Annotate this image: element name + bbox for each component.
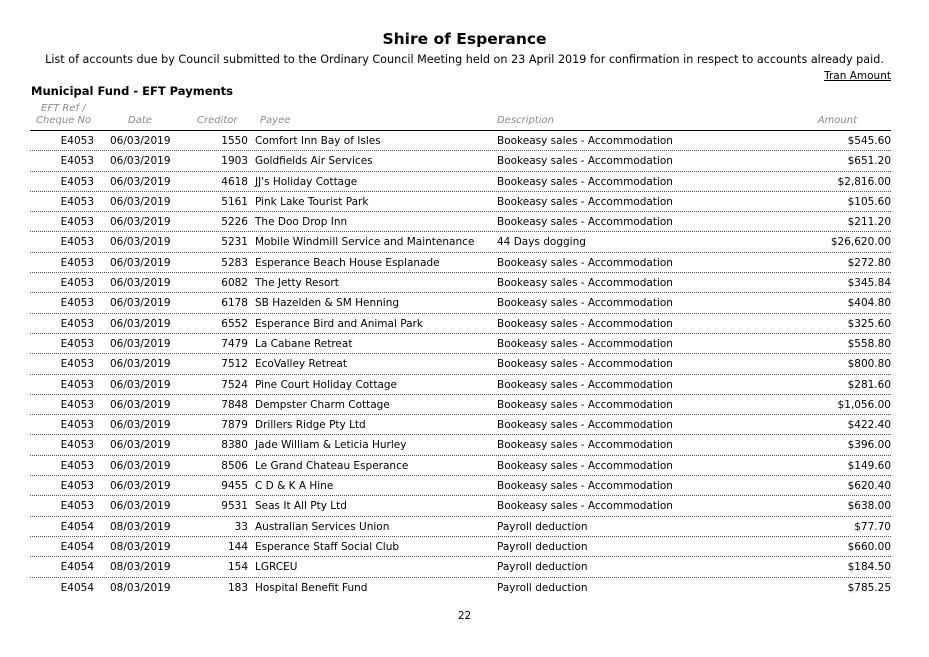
column-header-ref-line2: Cheque No bbox=[36, 115, 92, 126]
table-row bbox=[30, 314, 891, 334]
row-creditor: 5161 bbox=[221, 195, 248, 208]
row-date: 06/03/2019 bbox=[110, 216, 171, 229]
row-description: Bookeasy sales - Accommodation bbox=[497, 175, 673, 188]
table-row bbox=[30, 435, 891, 455]
payments-table bbox=[30, 131, 891, 597]
row-description: Payroll deduction bbox=[497, 561, 588, 574]
row-ref: E4053 bbox=[60, 297, 94, 310]
row-payee: Mobile Windmill Service and Maintenance bbox=[255, 236, 475, 249]
row-payee: Jade William & Leticia Hurley bbox=[255, 439, 407, 452]
row-payee: LGRCEU bbox=[255, 561, 298, 574]
row-description: Bookeasy sales - Accommodation bbox=[497, 256, 673, 269]
row-payee: Le Grand Chateau Esperance bbox=[255, 459, 409, 472]
row-ref: E4053 bbox=[60, 378, 94, 391]
row-description: Bookeasy sales - Accommodation bbox=[497, 337, 673, 350]
row-amount: $325.60 bbox=[847, 317, 891, 330]
row-amount: $422.40 bbox=[847, 419, 891, 432]
row-date: 06/03/2019 bbox=[110, 135, 171, 147]
row-creditor: 144 bbox=[227, 540, 248, 553]
row-ref: E4054 bbox=[60, 581, 94, 594]
row-date: 06/03/2019 bbox=[110, 459, 171, 472]
page-title: Shire of Esperance bbox=[382, 30, 547, 48]
table-row bbox=[30, 232, 891, 252]
row-payee: Esperance Staff Social Club bbox=[255, 540, 400, 553]
row-payee: Pine Court Holiday Cottage bbox=[255, 378, 398, 391]
row-ref: E4053 bbox=[60, 317, 94, 330]
row-amount: $345.84 bbox=[847, 277, 891, 290]
row-date: 06/03/2019 bbox=[110, 195, 171, 208]
row-description: Bookeasy sales - Accommodation bbox=[497, 439, 673, 452]
row-ref: E4053 bbox=[60, 439, 94, 452]
row-amount: $545.60 bbox=[847, 135, 891, 147]
row-amount: $77.70 bbox=[854, 520, 891, 533]
row-creditor: 154 bbox=[227, 561, 248, 574]
row-creditor: 7879 bbox=[221, 419, 248, 432]
table-row bbox=[30, 131, 891, 151]
table-row bbox=[30, 395, 891, 415]
row-creditor: 7479 bbox=[221, 337, 248, 350]
table-row bbox=[30, 496, 891, 516]
row-creditor: 7512 bbox=[221, 358, 248, 371]
row-date: 06/03/2019 bbox=[110, 175, 171, 188]
row-date: 06/03/2019 bbox=[110, 236, 171, 249]
row-date: 06/03/2019 bbox=[110, 277, 171, 290]
page-subtitle: List of accounts due by Council submitted to the Ordinary Council Meeting held on 23 April 2019 for confirmation in respect to accounts already paid. bbox=[45, 53, 884, 66]
table-row bbox=[30, 517, 891, 537]
row-ref: E4053 bbox=[60, 256, 94, 269]
table-row bbox=[30, 253, 891, 273]
page-number: 22 bbox=[457, 610, 472, 622]
row-payee: Comfort Inn Bay of Isles bbox=[255, 135, 381, 147]
row-description: Bookeasy sales - Accommodation bbox=[497, 398, 673, 411]
row-payee: Australian Services Union bbox=[255, 520, 390, 533]
row-payee: EcoValley Retreat bbox=[255, 358, 347, 371]
row-creditor: 5226 bbox=[221, 216, 248, 229]
row-amount: $558.80 bbox=[847, 337, 891, 350]
row-creditor: 8506 bbox=[221, 459, 248, 472]
column-header-creditor: Creditor bbox=[197, 115, 238, 126]
row-date: 06/03/2019 bbox=[110, 337, 171, 350]
row-amount: $26,620.00 bbox=[830, 236, 891, 249]
row-amount: $281.60 bbox=[847, 378, 891, 391]
row-amount: $272.80 bbox=[847, 256, 891, 269]
row-description: Bookeasy sales - Accommodation bbox=[497, 135, 673, 147]
row-description: Payroll deduction bbox=[497, 540, 588, 553]
row-description: Bookeasy sales - Accommodation bbox=[497, 419, 673, 432]
table-row bbox=[30, 557, 891, 577]
row-description: Bookeasy sales - Accommodation bbox=[497, 277, 673, 290]
row-amount: $2,816.00 bbox=[837, 175, 891, 188]
row-payee: Esperance Bird and Animal Park bbox=[255, 317, 423, 330]
row-description: Bookeasy sales - Accommodation bbox=[497, 480, 673, 493]
row-amount: $638.00 bbox=[847, 500, 891, 513]
row-ref: E4053 bbox=[60, 236, 94, 249]
row-creditor: 8380 bbox=[221, 439, 248, 452]
row-description: 44 Days dogging bbox=[497, 236, 586, 249]
row-payee: C D & K A Hine bbox=[255, 480, 334, 493]
row-payee: Esperance Beach House Esplanade bbox=[255, 256, 440, 269]
row-description: Bookeasy sales - Accommodation bbox=[497, 317, 673, 330]
table-row bbox=[30, 334, 891, 354]
table-row bbox=[30, 293, 891, 313]
row-ref: E4053 bbox=[60, 135, 94, 147]
row-date: 08/03/2019 bbox=[110, 520, 171, 533]
row-ref: E4053 bbox=[60, 216, 94, 229]
row-ref: E4053 bbox=[60, 419, 94, 432]
row-ref: E4053 bbox=[60, 358, 94, 371]
table-row bbox=[30, 354, 891, 374]
row-payee: Drillers Ridge Pty Ltd bbox=[255, 419, 366, 432]
tran-amount-label: Tran Amount bbox=[824, 70, 891, 82]
row-description: Bookeasy sales - Accommodation bbox=[497, 378, 673, 391]
column-header-ref-line1: EFT Ref / bbox=[41, 103, 86, 114]
row-payee: SB Hazelden & SM Henning bbox=[255, 297, 400, 310]
row-amount: $105.60 bbox=[847, 195, 891, 208]
row-creditor: 9531 bbox=[221, 500, 248, 513]
row-ref: E4054 bbox=[60, 561, 94, 574]
table-row bbox=[30, 476, 891, 496]
row-ref: E4053 bbox=[60, 500, 94, 513]
table-row bbox=[30, 375, 891, 395]
row-date: 08/03/2019 bbox=[110, 581, 171, 594]
row-ref: E4053 bbox=[60, 398, 94, 411]
row-ref: E4053 bbox=[60, 175, 94, 188]
row-amount: $620.40 bbox=[847, 480, 891, 493]
table-row bbox=[30, 415, 891, 435]
row-creditor: 7524 bbox=[221, 378, 248, 391]
row-date: 06/03/2019 bbox=[110, 398, 171, 411]
table-row bbox=[30, 192, 891, 212]
table-row bbox=[30, 578, 891, 597]
row-ref: E4054 bbox=[60, 540, 94, 553]
row-ref: E4053 bbox=[60, 155, 94, 168]
row-description: Bookeasy sales - Accommodation bbox=[497, 459, 673, 472]
row-amount: $404.80 bbox=[847, 297, 891, 310]
row-creditor: 5283 bbox=[221, 256, 248, 269]
row-amount: $785.25 bbox=[847, 581, 891, 594]
row-amount: $396.00 bbox=[847, 439, 891, 452]
table-row bbox=[30, 537, 891, 557]
row-creditor: 6178 bbox=[221, 297, 248, 310]
row-date: 06/03/2019 bbox=[110, 155, 171, 168]
row-creditor: 9455 bbox=[221, 480, 248, 493]
row-payee: Pink Lake Tourist Park bbox=[255, 195, 369, 208]
row-creditor: 33 bbox=[234, 520, 248, 533]
row-amount: $800.80 bbox=[847, 358, 891, 371]
row-date: 08/03/2019 bbox=[110, 561, 171, 574]
row-ref: E4053 bbox=[60, 337, 94, 350]
row-date: 06/03/2019 bbox=[110, 317, 171, 330]
column-header-payee: Payee bbox=[260, 115, 291, 126]
row-payee: JJ's Holiday Cottage bbox=[255, 175, 358, 188]
row-creditor: 1550 bbox=[221, 135, 248, 147]
table-row bbox=[30, 273, 891, 293]
table-row bbox=[30, 172, 891, 192]
row-creditor: 5231 bbox=[221, 236, 248, 249]
row-description: Payroll deduction bbox=[497, 520, 588, 533]
column-header-amount: Amount bbox=[817, 115, 857, 126]
row-description: Payroll deduction bbox=[497, 581, 588, 594]
row-description: Bookeasy sales - Accommodation bbox=[497, 195, 673, 208]
row-creditor: 1903 bbox=[221, 155, 248, 168]
row-creditor: 6552 bbox=[221, 317, 248, 330]
row-creditor: 6082 bbox=[221, 277, 248, 290]
row-amount: $651.20 bbox=[847, 155, 891, 168]
table-row bbox=[30, 212, 891, 232]
row-payee: Dempster Charm Cottage bbox=[255, 398, 390, 411]
row-amount: $660.00 bbox=[847, 540, 891, 553]
section-title: Municipal Fund - EFT Payments bbox=[31, 84, 234, 98]
row-date: 06/03/2019 bbox=[110, 480, 171, 493]
row-description: Bookeasy sales - Accommodation bbox=[497, 216, 673, 229]
row-description: Bookeasy sales - Accommodation bbox=[497, 297, 673, 310]
row-payee: Goldfields Air Services bbox=[255, 155, 373, 168]
row-date: 06/03/2019 bbox=[110, 297, 171, 310]
row-ref: E4053 bbox=[60, 195, 94, 208]
row-creditor: 7848 bbox=[221, 398, 248, 411]
table-row bbox=[30, 456, 891, 476]
row-date: 06/03/2019 bbox=[110, 419, 171, 432]
row-date: 06/03/2019 bbox=[110, 500, 171, 513]
column-header-date: Date bbox=[128, 115, 152, 126]
row-amount: $211.20 bbox=[847, 216, 891, 229]
row-date: 06/03/2019 bbox=[110, 256, 171, 269]
row-payee: Hospital Benefit Fund bbox=[255, 581, 368, 594]
row-description: Bookeasy sales - Accommodation bbox=[497, 155, 673, 168]
row-payee: La Cabane Retreat bbox=[255, 337, 353, 350]
row-ref: E4053 bbox=[60, 459, 94, 472]
row-amount: $149.60 bbox=[847, 459, 891, 472]
row-date: 06/03/2019 bbox=[110, 358, 171, 371]
row-payee: Seas It All Pty Ltd bbox=[255, 500, 347, 513]
table-row bbox=[30, 151, 891, 171]
row-creditor: 4618 bbox=[221, 175, 248, 188]
row-description: Bookeasy sales - Accommodation bbox=[497, 358, 673, 371]
row-creditor: 183 bbox=[227, 581, 248, 594]
row-amount: $184.50 bbox=[847, 561, 891, 574]
row-ref: E4054 bbox=[60, 520, 94, 533]
column-header-description: Description bbox=[497, 115, 554, 126]
row-payee: The Jetty Resort bbox=[255, 277, 339, 290]
row-payee: The Doo Drop Inn bbox=[255, 216, 348, 229]
row-ref: E4053 bbox=[60, 480, 94, 493]
row-ref: E4053 bbox=[60, 277, 94, 290]
row-date: 06/03/2019 bbox=[110, 378, 171, 391]
row-description: Bookeasy sales - Accommodation bbox=[497, 500, 673, 513]
row-date: 08/03/2019 bbox=[110, 540, 171, 553]
row-date: 06/03/2019 bbox=[110, 439, 171, 452]
row-amount: $1,056.00 bbox=[837, 398, 891, 411]
